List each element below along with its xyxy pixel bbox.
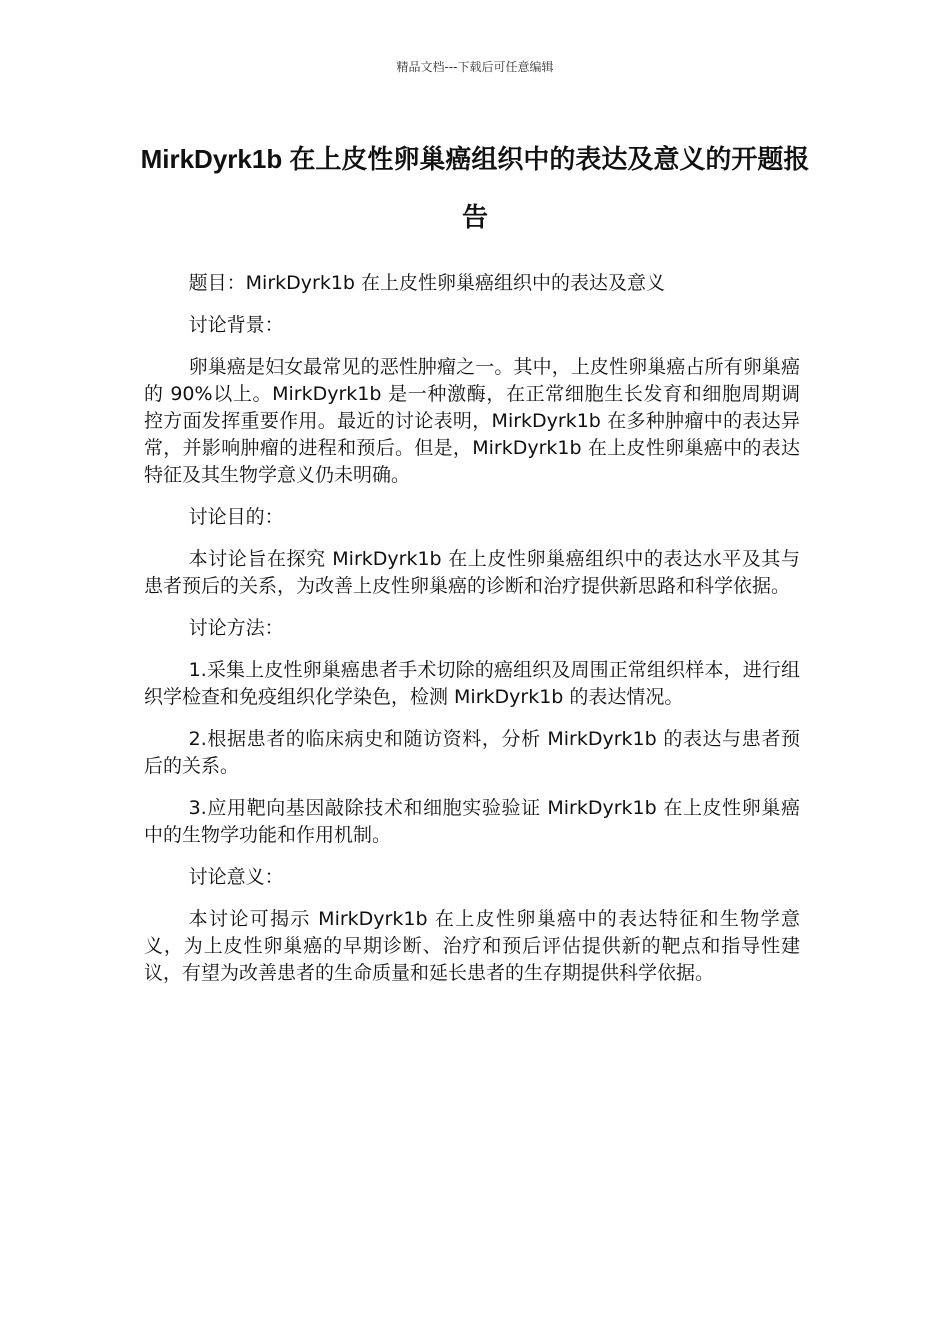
topic-line: 题目：MirkDyrk1b 在上皮性卵巢癌组织中的表达及意义 bbox=[188, 272, 666, 294]
method-item-1: 1.采集上皮性卵巢癌患者手术切除的癌组织及周围正常组织样本，进行组织学检查和免疫组织化学染色，检测 MirkDyrk1b 的表达情况。 bbox=[144, 659, 800, 708]
purpose-paragraph: 本讨论旨在探究 MirkDyrk1b 在上皮性卵巢癌组织中的表达水平及其与患者预后的关系，为改善上皮性卵巢癌的诊断和治疗提供新思路和科学依据。 bbox=[144, 548, 800, 597]
header-note: 精品文档---下载后可任意编辑 bbox=[396, 60, 554, 74]
document-title: MirkDyrk1b 在上皮性卵巢癌组织中的表达及意义的开题报告 bbox=[140, 144, 810, 232]
section-heading-significance: 讨论意义： bbox=[188, 866, 284, 888]
section-heading-purpose: 讨论目的： bbox=[188, 506, 284, 528]
background-paragraph: 卵巢癌是妇女最常见的恶性肿瘤之一。其中，上皮性卵巢癌占所有卵巢癌的 90%以上。MirkDyrk1b 是一种激酶，在正常细胞生长发育和细胞周期调控方面发挥重要作用。最近的讨论表明，MirkDyrk1b 在多种肿瘤中的表达异常，并影响肿瘤的进程和预后。但是，MirkDyrk1b 在上皮性卵巢癌中的表达特征及其生物学意义仍未明确。 bbox=[144, 356, 800, 486]
section-heading-background: 讨论背景： bbox=[188, 314, 284, 336]
method-item-3: 3.应用靶向基因敲除技术和细胞实验验证 MirkDyrk1b 在上皮性卵巢癌中的生物学功能和作用机制。 bbox=[144, 797, 800, 846]
method-item-2: 2.根据患者的临床病史和随访资料，分析 MirkDyrk1b 的表达与患者预后的关系。 bbox=[144, 728, 800, 777]
significance-paragraph: 本讨论可揭示 MirkDyrk1b 在上皮性卵巢癌中的表达特征和生物学意义，为上皮性卵巢癌的早期诊断、治疗和预后评估提供新的靶点和指导性建议，有望为改善患者的生命质量和延长患者的生存期提供科学依据。 bbox=[144, 908, 800, 984]
section-heading-methods: 讨论方法： bbox=[188, 617, 284, 639]
document-body bbox=[144, 270, 800, 1002]
